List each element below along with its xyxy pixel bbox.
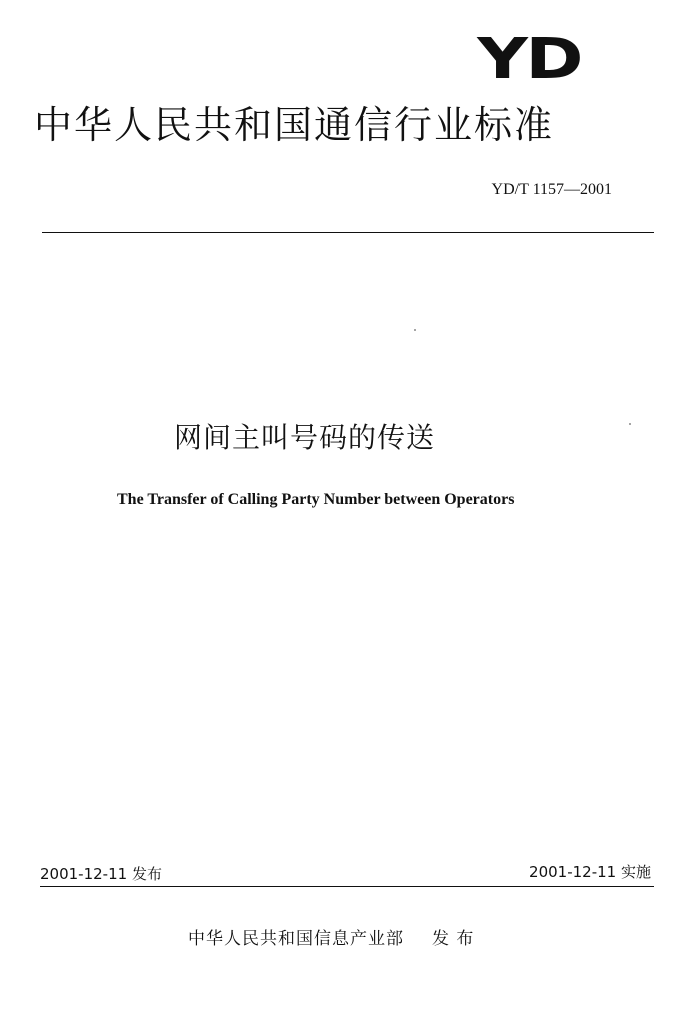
- yd-logo: YD: [477, 27, 581, 92]
- publisher-action: 发 布: [432, 929, 475, 949]
- effective-date: 2001-12-11 实施: [529, 863, 651, 881]
- standard-number: YD/T 1157—2001: [491, 181, 612, 198]
- scan-speck: [414, 329, 416, 331]
- scan-speck: [629, 423, 631, 425]
- bottom-divider: [40, 886, 654, 887]
- document-title-english: The Transfer of Calling Party Number between Operators: [117, 491, 515, 508]
- document-title-chinese: 网间主叫号码的传送: [174, 421, 436, 454]
- issue-date: 2001-12-11 发布: [40, 865, 162, 883]
- publisher-line: [188, 927, 474, 951]
- organization-title: 中华人民共和国通信行业标准: [34, 103, 555, 147]
- top-divider: [42, 232, 654, 233]
- publisher-name: 中华人民共和国信息产业部: [188, 929, 404, 949]
